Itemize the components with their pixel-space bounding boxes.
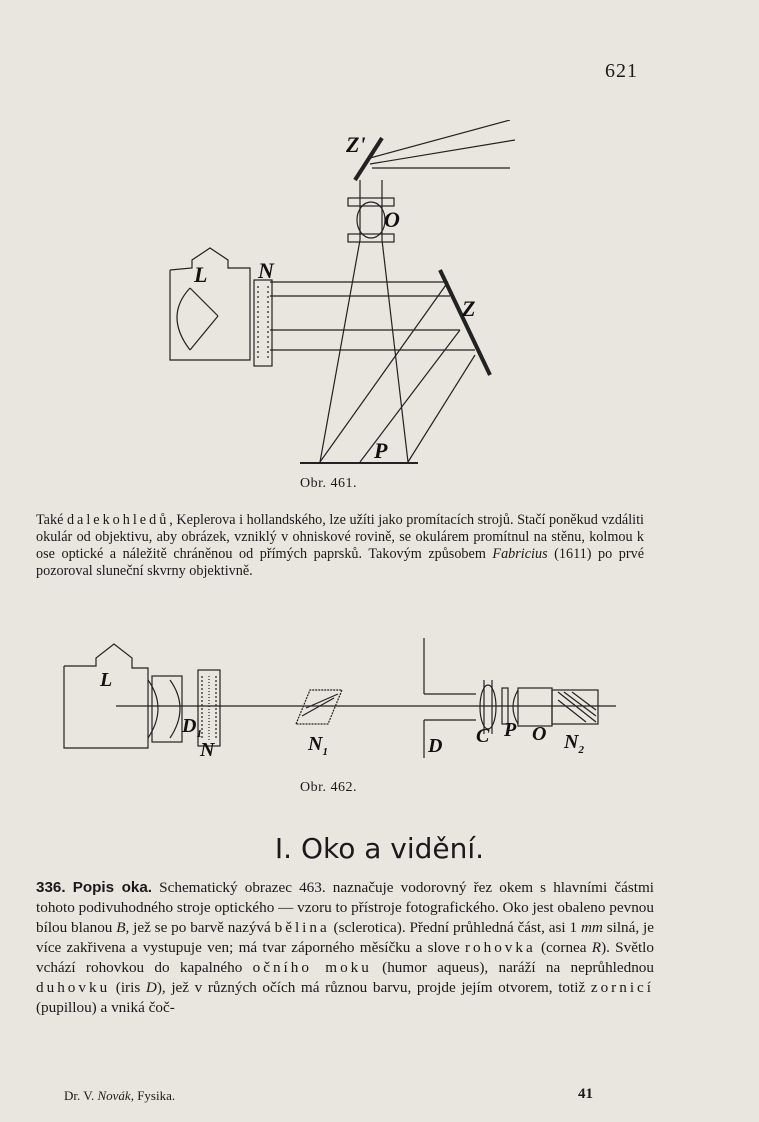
- term-zornici: zornicí: [590, 979, 654, 996]
- text-segment: , jež se po barvě nazývá: [125, 919, 275, 936]
- paragraph-heading: Popis oka.: [72, 879, 153, 896]
- author-name: Novák: [97, 1088, 131, 1103]
- text-segment: (1611) po prvé pozoroval sluneční skvrny objektivně.: [36, 546, 644, 579]
- text-segment: (iris: [110, 979, 146, 996]
- author-prefix: Dr. V.: [64, 1088, 98, 1103]
- book-title: , Fysika.: [130, 1088, 176, 1103]
- symbol-b: B: [116, 919, 126, 936]
- label-p: P: [374, 438, 388, 463]
- label-n1: $N_1$: [308, 733, 328, 758]
- text-segment: ). Světlo vchází rohovkou do kapalného: [36, 939, 654, 976]
- label-n2: $N_2$: [564, 731, 584, 756]
- symbol-r: R: [591, 939, 602, 956]
- term-rohovka: rohovka: [464, 939, 536, 956]
- footer-author: [64, 1088, 175, 1104]
- figure-461: [150, 120, 530, 470]
- figure-461-caption: Obr. 461.: [300, 476, 357, 491]
- text-segment: , Keplerova i hollandského, lze užíti jako promítacích strojů. Stačí poněkud vzdáliti okulár od objektivu, aby obrázek, vzniklý v ohniskové rovině, se okulárem promítnul na stěnu, kolmou k ose optické a náležitě chráněnou od přímých paprsků. Takovým způsobem: [36, 512, 644, 562]
- label-z-prime: Z': [346, 132, 366, 157]
- text-segment: (sclerotica). Přední průhledná část, asi 1: [329, 919, 581, 936]
- name-fabricius: Fabricius: [492, 546, 548, 562]
- label-d: D: [428, 735, 443, 757]
- paragraph-336-eye-description: [36, 878, 654, 1018]
- label-p: P: [504, 719, 517, 741]
- symbol-d: D: [145, 979, 157, 996]
- label-z: Z: [462, 296, 476, 321]
- text-segment: ), jež v různých očích má různou barvu, projde jejím otvorem, totiž: [156, 979, 591, 996]
- text-segment: silná, je více zakřivena a vystupuje ven; má tvar záporného měsíčku a slove: [36, 919, 654, 956]
- label-l: L: [100, 669, 113, 691]
- figure-462-caption: Obr. 462.: [300, 780, 357, 795]
- term-dalekohledu: dalekohledů: [66, 512, 170, 528]
- text-segment: Také: [36, 512, 67, 528]
- unit-mm: mm: [580, 919, 603, 936]
- term-duhovku: duhovku: [36, 979, 111, 996]
- text-segment: (cornea: [535, 939, 592, 956]
- label-l: L: [194, 262, 208, 287]
- label-c: C: [476, 725, 490, 747]
- text-segment: Schematický obrazec 463. naznačuje vodorovný řez okem s hlavními částmi tohoto podivuhodného stroje optického — vzoru to přístroje fotografického. Oko jest obaleno pevnou bílou blanou: [36, 879, 654, 936]
- label-o: O: [384, 207, 400, 232]
- page-number: 621: [605, 60, 638, 82]
- term-belina: bělina: [274, 919, 330, 936]
- label-d1: $D_1$: [182, 715, 202, 740]
- signature-mark: 41: [578, 1086, 593, 1102]
- text-segment: (humor aqueus), naráží na neprůhlednou: [371, 959, 654, 976]
- label-o: O: [532, 723, 547, 745]
- label-n: N: [200, 739, 215, 761]
- label-n: N: [258, 258, 274, 283]
- paragraph-number: 336.: [36, 879, 66, 896]
- paragraph-telescope-projection: [36, 512, 644, 580]
- section-title: I. Oko a vidění.: [274, 832, 485, 865]
- term-ocniho-moku: očního moku: [252, 959, 372, 976]
- text-segment: (pupillou) a vniká čoč-: [36, 999, 175, 1016]
- figure-462: [56, 628, 626, 768]
